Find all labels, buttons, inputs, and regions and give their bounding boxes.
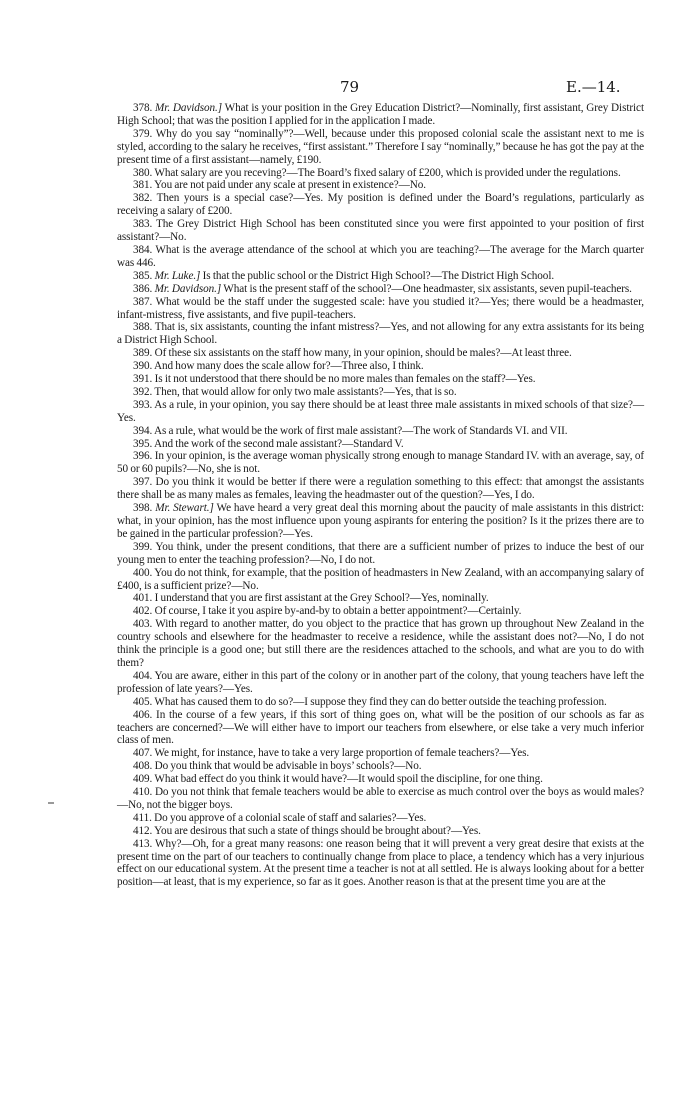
testimony-paragraph xyxy=(117,192,644,218)
testimony-paragraph xyxy=(117,399,644,425)
testimony-paragraph xyxy=(117,218,644,244)
question-number: 394. xyxy=(133,424,153,437)
question-number: 395. xyxy=(133,437,153,450)
page-number: 79 xyxy=(340,78,360,96)
question-number: 396. xyxy=(133,450,153,463)
testimony-paragraph xyxy=(117,450,644,476)
question-number: 380. xyxy=(133,166,153,179)
testimony-paragraph xyxy=(117,360,644,373)
testimony-body xyxy=(117,102,644,889)
speaker-name: Mr. Luke.] xyxy=(154,269,201,282)
question-number: 391. xyxy=(133,373,153,386)
question-number: 383. xyxy=(133,218,153,231)
testimony-paragraph xyxy=(117,670,644,696)
question-number: 388. xyxy=(133,321,153,334)
question-number: 398. xyxy=(133,502,153,515)
testimony-paragraph xyxy=(117,425,644,438)
testimony-text: The Grey District High School has been constituted since you were first appointed to your position of first assistant?—No. xyxy=(117,218,644,244)
testimony-text: You are aware, either in this part of the colony or in another part of the colony, that young teachers have left the profession of late years?—Yes. xyxy=(117,669,644,695)
question-number: 401. xyxy=(133,592,153,605)
testimony-text: Then, that would allow for only two male assistants?—Yes, that is so. xyxy=(154,385,457,398)
testimony-text: You are not paid under any scale at present in existence?—No. xyxy=(154,179,426,192)
testimony-paragraph xyxy=(117,696,644,709)
testimony-text: What has caused them to do so?—I suppose they find they can do better outside the teaching profession. xyxy=(154,695,607,708)
question-number: 399. xyxy=(133,540,153,553)
testimony-paragraph xyxy=(117,618,644,670)
document-reference: E.—14. xyxy=(566,78,621,96)
question-number: 382. xyxy=(133,192,153,205)
question-number: 381. xyxy=(133,179,153,192)
testimony-paragraph xyxy=(117,179,644,192)
testimony-text: And the work of the second male assistant?—Standard V. xyxy=(153,437,404,450)
testimony-text: Do you think it would be better if there were a regulation something to this effect: that amongst the assistants there shall be as many males as females, leaving the headmaster out of the question?—Yes, I do. xyxy=(117,476,644,502)
testimony-text: Do you approve of a colonial scale of staff and salaries?—Yes. xyxy=(154,811,427,824)
testimony-text: Is that the public school or the District High School?—The District High School. xyxy=(202,269,555,282)
testimony-text: What is your position in the Grey Education District?—Nominally, first assistant, Grey District High School; that was the position I applied for in the application I made. xyxy=(117,102,644,127)
testimony-text: You think, under the present conditions, that there are a sufficient number of prizes to induce the best of our young men to enter the teaching profession?—No, I do not. xyxy=(117,540,644,566)
testimony-paragraph xyxy=(117,438,644,451)
testimony-text: That is, six assistants, counting the infant mistress?—Yes, and not allowing for any extra assistants for its being a District High School. xyxy=(117,321,644,347)
question-number: 408. xyxy=(133,760,153,773)
testimony-text: You do not think, for example, that the position of headmasters in New Zealand, with an accompanying salary of £400, is a sufficient prize?—No. xyxy=(117,566,644,592)
question-number: 404. xyxy=(133,669,153,682)
question-number: 406. xyxy=(133,708,153,721)
question-number: 412. xyxy=(133,824,153,837)
testimony-paragraph xyxy=(117,747,644,760)
question-number: 392. xyxy=(133,385,153,398)
testimony-paragraph xyxy=(117,773,644,786)
question-number: 379. xyxy=(133,127,153,140)
testimony-text: You are desirous that such a state of things should be brought about?—Yes. xyxy=(154,824,481,837)
testimony-paragraph xyxy=(117,270,644,283)
testimony-text: What is the present staff of the school?—One headmaster, six assistants, seven pupil-teachers. xyxy=(223,282,632,295)
testimony-text: With regard to another matter, do you object to the practice that has grown up throughout New Zealand in the country schools and elsewhere for the headmaster to receive a residence, while the assistant does not?—No, I do not think the principle is a good one; but still there are the residences attached to the schools, and what are you to do with them? xyxy=(117,618,644,669)
speaker-name: Mr. Davidson.] xyxy=(154,282,222,295)
testimony-text: Of course, I take it you aspire by-and-by to obtain a better appointment?—Certainly. xyxy=(154,605,522,618)
testimony-text: What salary are you receving?—The Board’s fixed salary of £200, which is provided under the regulations. xyxy=(154,166,621,179)
page-header xyxy=(0,78,700,98)
testimony-paragraph xyxy=(117,476,644,502)
testimony-text: As a rule, what would be the work of first male assistant?—The work of Standards VI. and VII. xyxy=(153,424,568,437)
testimony-paragraph xyxy=(117,102,644,128)
testimony-paragraph xyxy=(117,760,644,773)
testimony-text: We have heard a very great deal this morning about the paucity of male assistants in this district: what, in your opinion, has the most influence upon young aspirants for entering the position? Is it the prizes there are to be gained in the particular profession?—Yes. xyxy=(117,502,645,540)
testimony-text: Why?—Oh, for a great many reasons: one reason being that it will prevent a very great desire that exists at the present time on the part of our teachers to continually change from place to place, a tendency which has a very injurious effect on our educational system. At the present time a teacher is not at all settled. He is always looking about for a better position—at least, that is my experience, so far as it goes. Another reason is that at the present time you are at the xyxy=(117,837,644,889)
question-number: 413. xyxy=(133,837,153,850)
testimony-text: As a rule, in your opinion, you say there should be at least three male assistants in mixed schools of that size?—Yes. xyxy=(117,398,644,424)
testimony-text: What would be the staff under the suggested scale: have you studied it?—Yes; there would be a headmaster, infant-mistress, five assistants, and five pupil-teachers. xyxy=(117,295,644,321)
testimony-text: Of these six assistants on the staff how many, in your opinion, should be males?—At least three. xyxy=(154,347,572,360)
testimony-text: We might, for instance, have to take a very large proportion of female teachers?—Yes. xyxy=(154,747,530,760)
testimony-text: Why do you say “nominally”?—Well, because under this proposed colonial scale the assistant next to me is styled, according to the salary he receives, “first assistant.” Therefore I say “nominally,” because he has got the pay at the present time of a first assistant—namely, £190. xyxy=(117,127,644,166)
testimony-text: In the course of a few years, if this sort of thing goes on, what will be the position of our schools as far as teachers are concerned?—We will either have to import our teachers from elsewhere, or else take a very much inferior class of men. xyxy=(117,708,645,747)
question-number: 385. xyxy=(133,269,153,282)
question-number: 407. xyxy=(133,747,153,760)
testimony-paragraph xyxy=(117,373,644,386)
question-number: 402. xyxy=(133,605,153,618)
testimony-paragraph xyxy=(117,812,644,825)
testimony-text: I understand that you are first assistant at the Grey School?—Yes, nominally. xyxy=(154,592,489,605)
question-number: 390. xyxy=(133,360,153,373)
testimony-paragraph xyxy=(117,347,644,360)
testimony-paragraph xyxy=(117,296,644,322)
question-number: 405. xyxy=(133,695,153,708)
question-number: 403. xyxy=(133,618,153,631)
testimony-paragraph xyxy=(117,502,644,541)
testimony-text: What bad effect do you think it would have?—It would spoil the discipline, for one thing. xyxy=(154,773,543,786)
testimony-text: In your opinion, is the average woman physically strong enough to manage Standard IV. with an average, say, of 50 or 60 pupils?—No, she is not. xyxy=(117,450,644,476)
question-number: 378. xyxy=(133,102,153,114)
question-number: 410. xyxy=(133,786,153,799)
testimony-paragraph xyxy=(117,321,644,347)
question-number: 393. xyxy=(133,398,153,411)
question-number: 389. xyxy=(133,347,153,360)
testimony-paragraph xyxy=(117,244,644,270)
testimony-text: Then yours is a special case?—Yes. My position is defined under the Board’s regulations, particularly as receiving a salary of £200. xyxy=(117,192,644,218)
testimony-text: Do you not think that female teachers would be able to exercise as much control over the boys as would males?—No, not the bigger boys. xyxy=(117,786,645,811)
testimony-text: And how many does the scale allow for?—Three also, I think. xyxy=(153,360,424,373)
testimony-paragraph xyxy=(117,567,644,593)
question-number: 387. xyxy=(133,295,153,308)
testimony-text: Do you think that would be advisable in boys’ schools?—No. xyxy=(154,760,422,773)
testimony-paragraph xyxy=(117,167,644,180)
testimony-paragraph xyxy=(117,541,644,567)
testimony-text: Is it not understood that there should be no more males than females on the staff?—Yes. xyxy=(154,373,536,386)
testimony-paragraph xyxy=(117,786,644,812)
margin-mark xyxy=(48,802,54,804)
testimony-paragraph xyxy=(117,605,644,618)
testimony-paragraph xyxy=(117,838,644,890)
question-number: 386. xyxy=(133,282,153,295)
speaker-name: Mr. Stewart.] xyxy=(155,502,214,515)
testimony-paragraph xyxy=(117,709,644,748)
question-number: 384. xyxy=(133,243,153,256)
speaker-name: Mr. Davidson.] xyxy=(155,102,223,114)
question-number: 397. xyxy=(133,476,153,489)
testimony-paragraph xyxy=(117,592,644,605)
question-number: 411. xyxy=(133,811,152,824)
question-number: 400. xyxy=(133,566,153,579)
testimony-text: What is the average attendance of the school at which you are teaching?—The average for the March quarter was 446. xyxy=(117,243,644,269)
question-number: 409. xyxy=(133,773,153,786)
testimony-paragraph xyxy=(117,128,644,167)
testimony-paragraph xyxy=(117,386,644,399)
testimony-paragraph xyxy=(117,825,644,838)
testimony-paragraph xyxy=(117,283,644,296)
